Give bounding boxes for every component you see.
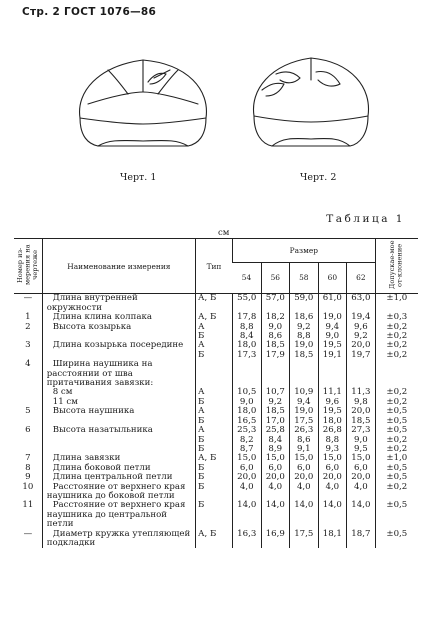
row-tolerance: ±0,2 <box>375 483 418 502</box>
header-type: Тип <box>195 239 232 294</box>
row-value: 9,2 <box>290 323 319 332</box>
row-tolerance: ±0,5 <box>375 407 418 416</box>
row-value: 17,9 <box>261 351 290 360</box>
table-unit: см <box>218 228 230 238</box>
row-value: 19,7 <box>347 351 376 360</box>
row-tolerance: ±0,5 <box>375 426 418 435</box>
row-number: 2 <box>25 321 31 332</box>
row-number <box>14 436 42 445</box>
row-value: 9,8 <box>347 398 376 407</box>
row-value: 20,0 <box>290 473 319 482</box>
row-value: 9,1 <box>290 445 319 454</box>
row-tolerance: ±0,2 <box>375 341 418 350</box>
table-row <box>14 501 418 529</box>
row-type: Б <box>195 501 232 529</box>
row-value: 8,8 <box>232 323 261 332</box>
header-size: 54 <box>232 262 261 294</box>
row-value <box>318 360 347 388</box>
row-number: 11 <box>22 500 34 511</box>
table-title: Таблица 1 <box>326 213 405 225</box>
row-value: 18,7 <box>347 530 376 549</box>
row-value: 16,5 <box>232 417 261 426</box>
row-name: Ширина наушника на расстоянии от шва притачивания завязки: <box>42 360 195 388</box>
row-value: 8,6 <box>290 436 319 445</box>
header-size: 56 <box>261 262 290 294</box>
row-tolerance: ±0,5 <box>375 473 418 482</box>
header-number: Номер из-мерения на чертеже <box>14 239 42 294</box>
row-type: Б <box>195 483 232 502</box>
row-type: Б <box>195 398 232 407</box>
row-name: Расстояние от верхнего края наушника до центральной петли <box>42 501 195 529</box>
row-number <box>14 388 42 397</box>
figure-caption-2: Черт. 2 <box>300 172 337 183</box>
row-value: 25,8 <box>261 426 290 435</box>
row-value: 17,5 <box>290 530 319 549</box>
row-tolerance: ±0,2 <box>375 388 418 397</box>
row-value: 8,8 <box>318 436 347 445</box>
row-type <box>195 360 232 388</box>
row-name: Длина боковой петли <box>42 464 195 473</box>
row-value: 20,0 <box>318 473 347 482</box>
row-value: 8,8 <box>290 332 319 341</box>
row-value <box>290 360 319 388</box>
row-type: Б <box>195 332 232 341</box>
row-value: 9,6 <box>318 398 347 407</box>
row-type: Б <box>195 473 232 482</box>
table-body <box>14 294 418 548</box>
row-value: 14,0 <box>290 501 319 529</box>
row-value: 18,0 <box>232 341 261 350</box>
row-tolerance: ±0,2 <box>375 323 418 332</box>
row-value: 8,2 <box>232 436 261 445</box>
row-name: Длина центральной петли <box>42 473 195 482</box>
row-value: 20,0 <box>347 407 376 416</box>
row-value: 57,0 <box>261 294 290 313</box>
row-number: 9 <box>25 472 31 483</box>
row-value: 14,0 <box>261 501 290 529</box>
row-value: 6,0 <box>232 464 261 473</box>
row-type: А, Б <box>195 294 232 313</box>
row-value: 4,0 <box>261 483 290 502</box>
row-name: Длина козырька посередине <box>42 341 195 350</box>
row-value: 17,0 <box>261 417 290 426</box>
row-type: Б <box>195 436 232 445</box>
row-tolerance: ±0,2 <box>375 445 418 454</box>
row-value: 6,0 <box>290 464 319 473</box>
row-number: 4 <box>25 359 31 370</box>
row-type: А <box>195 323 232 332</box>
row-name: Высота назатыльника <box>42 426 195 435</box>
row-value: 9,0 <box>347 436 376 445</box>
row-number: — <box>23 293 33 304</box>
row-value: 8,9 <box>261 445 290 454</box>
row-value: 18,0 <box>232 407 261 416</box>
row-value: 6,0 <box>318 464 347 473</box>
row-value: 19,0 <box>290 341 319 350</box>
row-value: 10,7 <box>261 388 290 397</box>
row-name: Диаметр кружка утепляющей подкладки <box>42 530 195 549</box>
row-value: 17,5 <box>290 417 319 426</box>
row-type: Б <box>195 417 232 426</box>
row-value: 63,0 <box>347 294 376 313</box>
row-tolerance: ±0,5 <box>375 530 418 549</box>
row-name: Длина клина колпака <box>42 313 195 322</box>
row-tolerance: ±0,5 <box>375 501 418 529</box>
row-name: Длина завязки <box>42 454 195 463</box>
row-value: 17,3 <box>232 351 261 360</box>
row-name: 11 см <box>42 398 195 407</box>
row-value: 9,4 <box>318 323 347 332</box>
row-value: 59,0 <box>290 294 319 313</box>
row-tolerance: ±0,2 <box>375 351 418 360</box>
row-value: 15,0 <box>347 454 376 463</box>
row-tolerance: ±0,2 <box>375 436 418 445</box>
figure-caption-1: Черт. 1 <box>120 172 157 183</box>
row-value: 10,9 <box>290 388 319 397</box>
row-value: 18,5 <box>347 417 376 426</box>
table-row <box>14 483 418 502</box>
row-value: 8,7 <box>232 445 261 454</box>
row-value <box>347 360 376 388</box>
page-header: Стр. 2 ГОСТ 1076—86 <box>22 6 157 18</box>
table-row <box>14 530 418 549</box>
row-tolerance: ±0,3 <box>375 313 418 322</box>
row-value: 9,2 <box>347 332 376 341</box>
row-tolerance: ±0,2 <box>375 332 418 341</box>
row-type: А, Б <box>195 454 232 463</box>
row-value: 14,0 <box>318 501 347 529</box>
row-type: А, Б <box>195 530 232 549</box>
row-value: 11,1 <box>318 388 347 397</box>
row-value: 9,4 <box>290 398 319 407</box>
row-type: А <box>195 407 232 416</box>
row-number: 7 <box>25 453 31 464</box>
row-value: 6,0 <box>347 464 376 473</box>
header-size: 62 <box>347 262 376 294</box>
row-value: 15,0 <box>261 454 290 463</box>
row-value: 18,2 <box>261 313 290 322</box>
row-value: 15,0 <box>232 454 261 463</box>
row-type: А <box>195 341 232 350</box>
row-value: 16,3 <box>232 530 261 549</box>
row-type: Б <box>195 445 232 454</box>
row-value: 9,3 <box>318 445 347 454</box>
row-value: 15,0 <box>290 454 319 463</box>
row-value: 19,0 <box>318 313 347 322</box>
row-tolerance: ±0,5 <box>375 464 418 473</box>
row-name: Высота козырька <box>42 323 195 332</box>
row-value: 4,0 <box>232 483 261 502</box>
row-value: 61,0 <box>318 294 347 313</box>
row-name: Длина внутренней окружности <box>42 294 195 313</box>
row-number: 10 <box>22 481 34 492</box>
row-value: 26,8 <box>318 426 347 435</box>
row-type: Б <box>195 464 232 473</box>
row-name <box>42 436 195 445</box>
row-value: 20,0 <box>347 473 376 482</box>
row-value: 18,1 <box>318 530 347 549</box>
row-tolerance: ±1,0 <box>375 454 418 463</box>
row-value: 19,5 <box>318 341 347 350</box>
row-tolerance <box>375 360 418 388</box>
row-name: 8 см <box>42 388 195 397</box>
measurements-table <box>14 238 418 548</box>
row-value: 19,0 <box>290 407 319 416</box>
row-value: 17,8 <box>232 313 261 322</box>
row-name: Расстояние от верхнего края наушника до боковой петли <box>42 483 195 502</box>
row-value: 20,0 <box>232 473 261 482</box>
hat-drawing-2 <box>236 44 386 154</box>
row-type: А <box>195 426 232 435</box>
row-value: 18,0 <box>318 417 347 426</box>
row-value: 9,2 <box>261 398 290 407</box>
row-value: 9,6 <box>347 323 376 332</box>
row-value: 14,0 <box>347 501 376 529</box>
row-value: 26,3 <box>290 426 319 435</box>
row-value: 20,0 <box>261 473 290 482</box>
row-value: 19,4 <box>347 313 376 322</box>
row-name: Высота наушника <box>42 407 195 416</box>
header-size: 60 <box>318 262 347 294</box>
row-number: 1 <box>25 312 31 323</box>
row-value: 9,0 <box>318 332 347 341</box>
row-value: 9,0 <box>261 323 290 332</box>
row-value: 27,3 <box>347 426 376 435</box>
row-value: 19,1 <box>318 351 347 360</box>
row-tolerance: ±0,5 <box>375 417 418 426</box>
row-value: 14,0 <box>232 501 261 529</box>
row-value: 4,0 <box>347 483 376 502</box>
row-value: 9,0 <box>232 398 261 407</box>
row-value: 18,6 <box>290 313 319 322</box>
row-value: 20,0 <box>347 341 376 350</box>
header-size: 58 <box>290 262 319 294</box>
row-number: 5 <box>25 406 31 417</box>
row-value: 6,0 <box>261 464 290 473</box>
row-number: 8 <box>25 462 31 473</box>
row-value: 8,6 <box>261 332 290 341</box>
row-value: 4,0 <box>318 483 347 502</box>
header-name: Наименование измерения <box>42 239 195 294</box>
row-number: 6 <box>25 425 31 436</box>
figures-area <box>28 44 408 194</box>
row-value: 18,5 <box>290 351 319 360</box>
row-value: 8,4 <box>232 332 261 341</box>
row-value: 11,3 <box>347 388 376 397</box>
row-tolerance: ±1,0 <box>375 294 418 313</box>
row-value <box>232 360 261 388</box>
row-value: 19,5 <box>318 407 347 416</box>
header-tolerance: Допускае-мое от-клонение <box>375 239 418 294</box>
row-type: А <box>195 388 232 397</box>
row-type: Б <box>195 351 232 360</box>
row-number: 3 <box>25 340 31 351</box>
table-row <box>14 360 418 388</box>
row-number: — <box>23 528 33 539</box>
row-value: 15,0 <box>318 454 347 463</box>
row-value <box>261 360 290 388</box>
row-value: 18,5 <box>261 407 290 416</box>
row-value: 25,3 <box>232 426 261 435</box>
row-value: 16,9 <box>261 530 290 549</box>
row-value: 9,5 <box>347 445 376 454</box>
row-value: 55,0 <box>232 294 261 313</box>
row-value: 8,4 <box>261 436 290 445</box>
hat-drawing-1 <box>58 44 228 154</box>
table-row <box>14 294 418 313</box>
header-size-group: Размер <box>232 239 375 263</box>
row-value: 4,0 <box>290 483 319 502</box>
row-value: 10,5 <box>232 388 261 397</box>
row-type: А, Б <box>195 313 232 322</box>
row-value: 18,5 <box>261 341 290 350</box>
row-tolerance: ±0,2 <box>375 398 418 407</box>
